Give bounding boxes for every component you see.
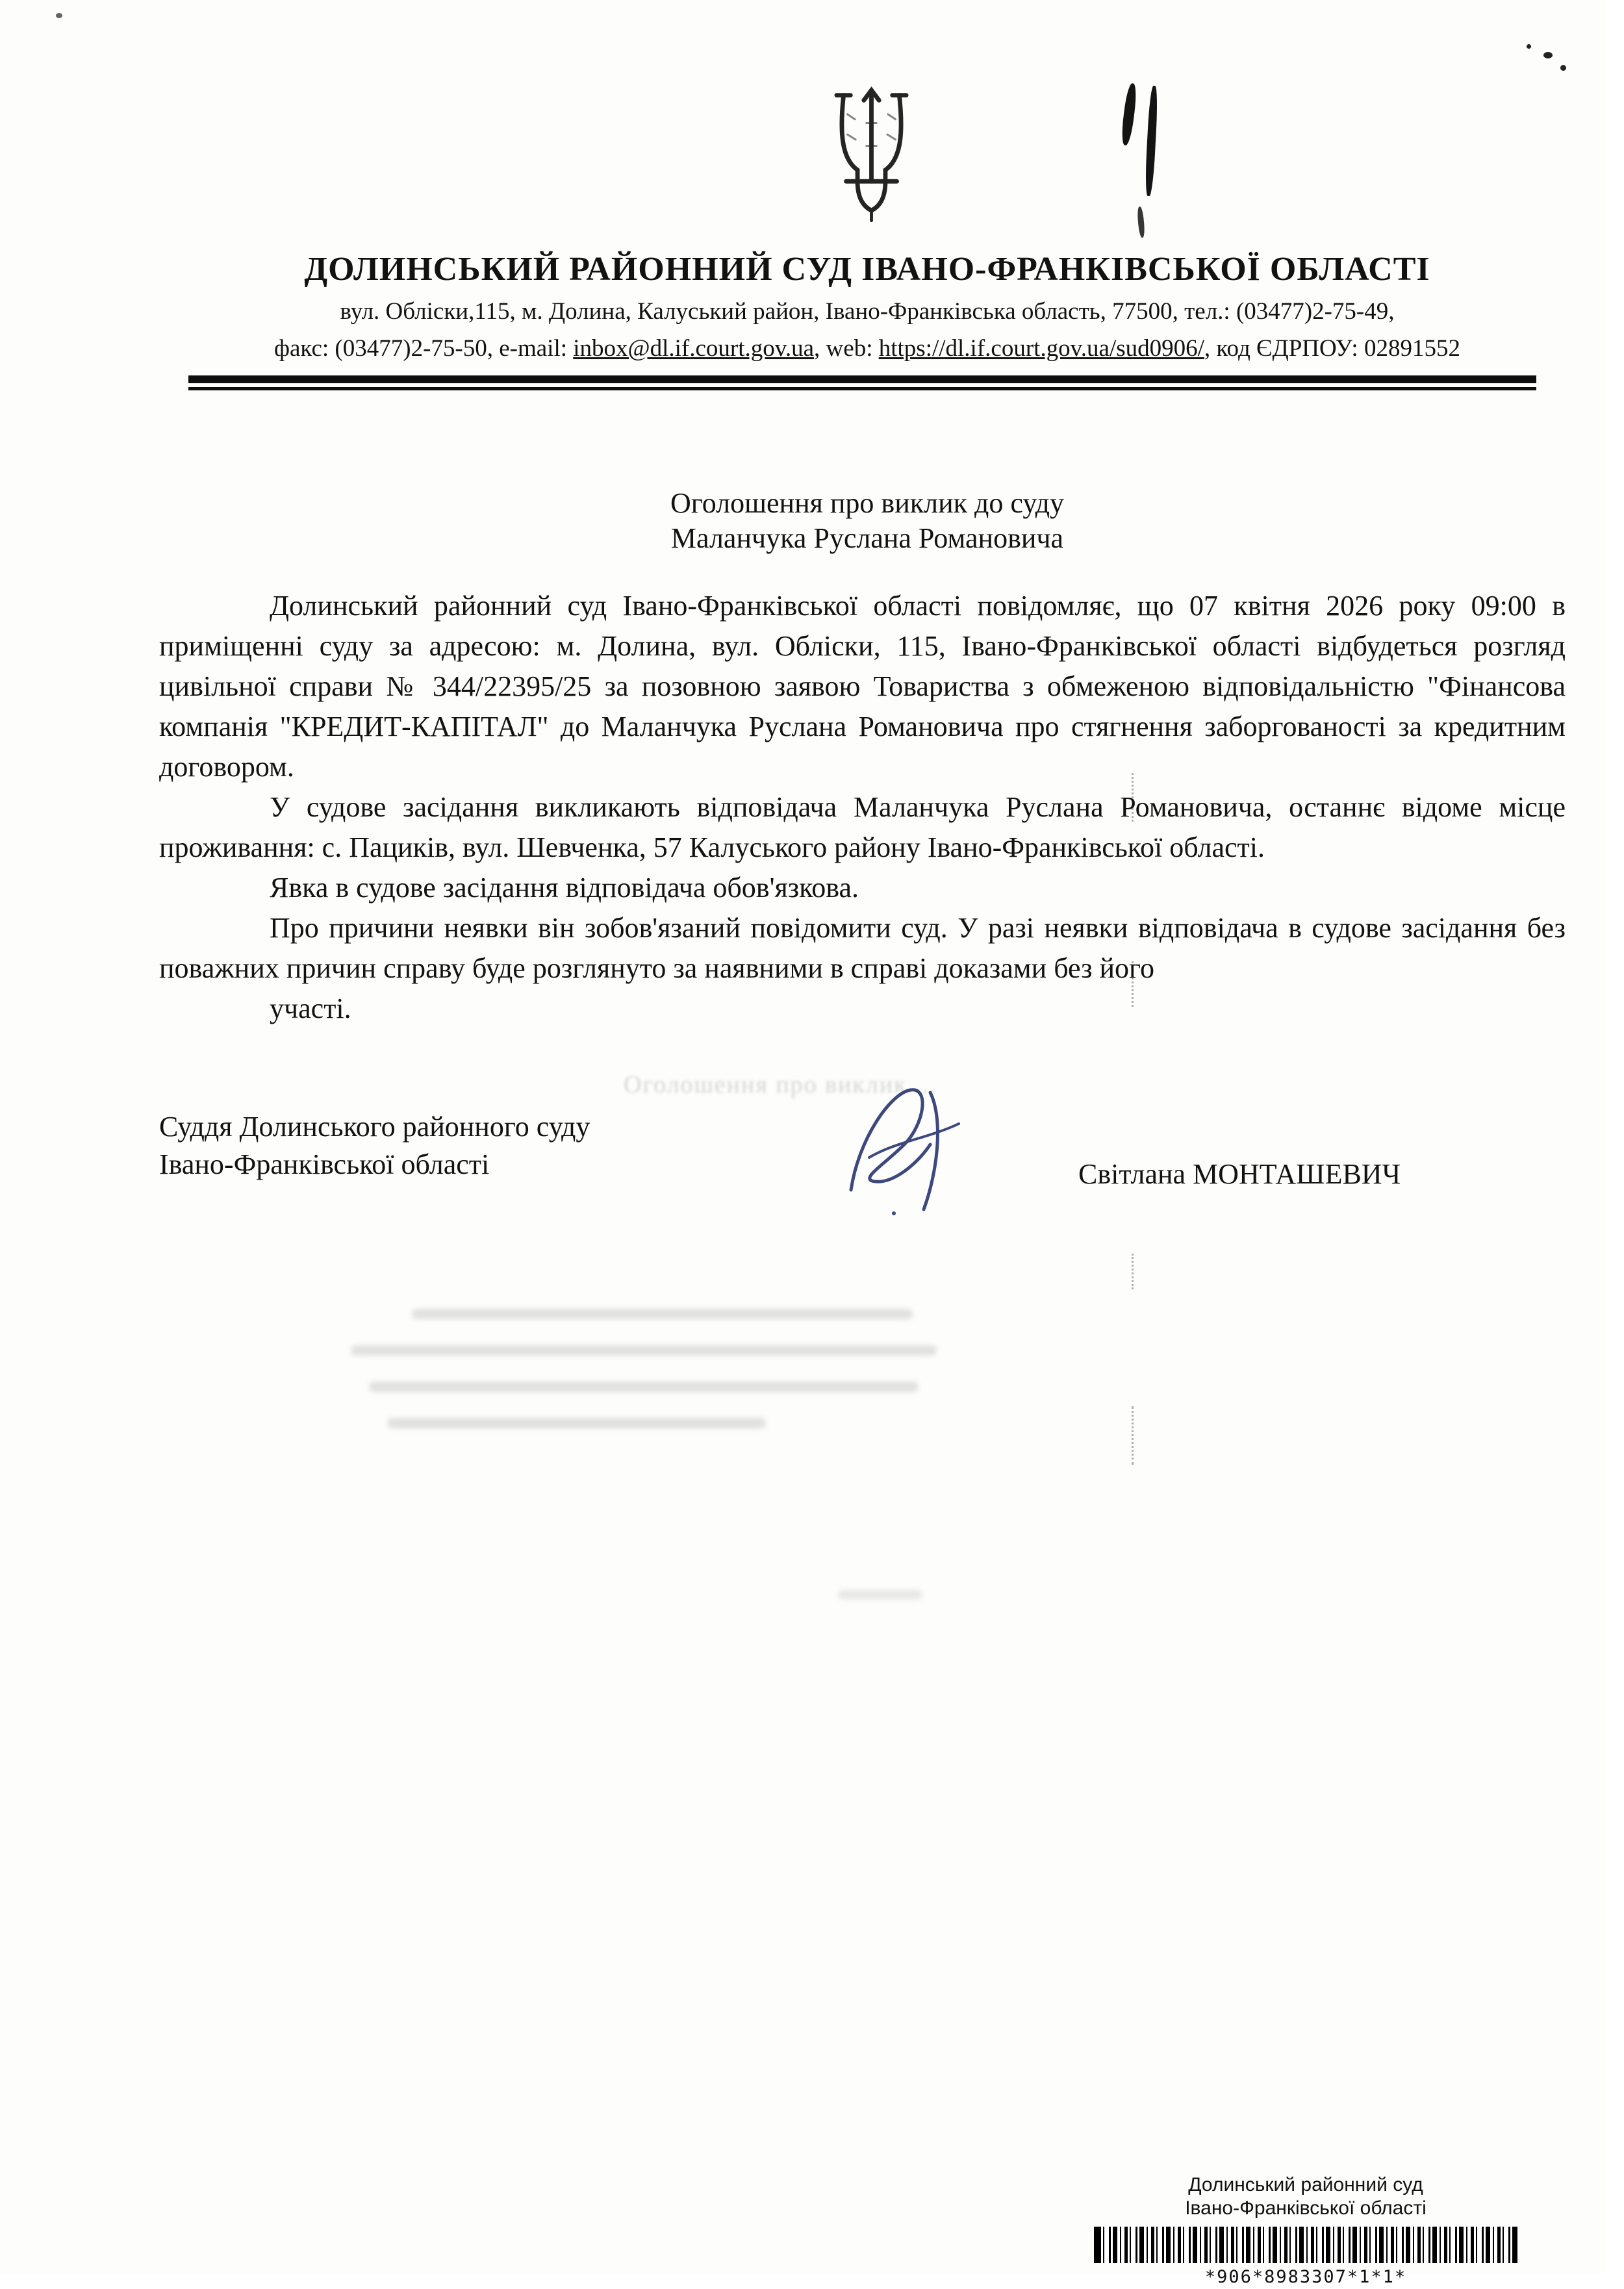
- fold-line: [1132, 773, 1134, 822]
- document-body: [159, 586, 1566, 1029]
- document-title-line1: Оголошення про виклик до суду: [670, 487, 1064, 519]
- barcode: [1094, 2227, 1517, 2263]
- footer-court-line1: Долинський районний суд: [1188, 2174, 1423, 2195]
- footer-court-line2: Івано-Франківської області: [1185, 2197, 1427, 2219]
- web-label: , web:: [814, 335, 879, 362]
- bleed-through-smudge-block: [351, 1309, 961, 1454]
- scan-ink-mark: [1145, 86, 1159, 196]
- bleed-through-smudge: [351, 1345, 937, 1356]
- fold-line: [1132, 961, 1134, 1007]
- edrpou-code: , код ЄДРПОУ: 02891552: [1204, 335, 1460, 362]
- body-paragraph: участі.: [270, 993, 351, 1024]
- body-paragraph: Явка в судове засідання відповідача обов'язкова.: [270, 872, 859, 904]
- fold-line: [1132, 1254, 1134, 1289]
- scan-speck: [1543, 52, 1553, 58]
- website-text: https://dl.if.court.gov.ua/sud0906/: [878, 335, 1204, 362]
- court-name: ДОЛИНСЬКИЙ РАЙОННИЙ СУД ІВАНО-ФРАНКІВСЬКОЇ ОБЛАСТІ: [304, 251, 1430, 288]
- judge-name: Світлана МОНТАШЕВИЧ: [1078, 1158, 1401, 1190]
- signature-label-line1: Суддя Долинського районного суду: [159, 1111, 590, 1143]
- header-divider: [188, 375, 1536, 390]
- document-title: [110, 486, 1624, 556]
- bleed-through-smudge: [412, 1309, 913, 1319]
- signature-label: [159, 1108, 590, 1183]
- body-paragraph: Долинський районний суд Івано-Франківської області повідомляє, що 07 квітня 2026 року 09:00 в приміщенні суду за адресою: м. Долина, вул. Обліски, 115, Івано-Франківської області відбудеться розгляд цивільної справи № 344/22395/25 за позовною заявою Товариства з обмеженою відповідальністю "Фінансова компанія "КРЕДИТ-КАПІТАЛ" до Маланчука Руслана Романовича про стягнення заборгованості за кредитним договором.: [159, 590, 1566, 783]
- scan-speck: [1560, 65, 1566, 71]
- bleed-through-smudge: [369, 1382, 919, 1392]
- ukraine-trident-emblem: [808, 83, 935, 239]
- fold-line: [1132, 1406, 1134, 1465]
- letterhead: [110, 250, 1624, 362]
- bleed-through-smudge: [838, 1590, 922, 1599]
- court-contact-line: [110, 335, 1624, 362]
- footer-stamp: [1052, 2173, 1559, 2289]
- bleed-through-smudge: [387, 1418, 766, 1428]
- document-title-line2: Маланчука Руслана Романовича: [670, 522, 1064, 554]
- scan-ink-mark: [1137, 207, 1145, 238]
- signature-label-line2: Івано-Франківської області: [159, 1148, 490, 1180]
- email-text: inbox@dl.if.court.gov.ua: [573, 335, 815, 362]
- handwritten-signature: [831, 1078, 994, 1234]
- court-address-line: вул. Обліски,115, м. Долина, Калуський район, Івано-Франківська область, 77500, тел.: (03477)2-75-49,: [340, 298, 1395, 325]
- scan-speck: [1527, 44, 1531, 49]
- barcode-text: *906*8983307*1*1*: [1204, 2267, 1407, 2287]
- body-paragraph: У судове засідання викликають відповідача Маланчука Руслана Романовича, останнє відоме місце проживання: с. Пациків, вул. Шевченка, 57 Калуського району Івано-Франківської області.: [159, 791, 1566, 863]
- fax-label: факс: (03477)2-75-50, e-mail:: [274, 335, 574, 362]
- scan-ink-mark: [1120, 82, 1138, 145]
- bleed-through-text: Оголошення про виклик ...: [624, 1071, 937, 1098]
- body-paragraph: Про причини неявки він зобов'язаний повідомити суд. У разі неявки відповідача в судове засідання без поважних причин справу буде розглянуто за наявними в справі доказами без його: [159, 912, 1566, 984]
- scan-speck: [56, 13, 62, 18]
